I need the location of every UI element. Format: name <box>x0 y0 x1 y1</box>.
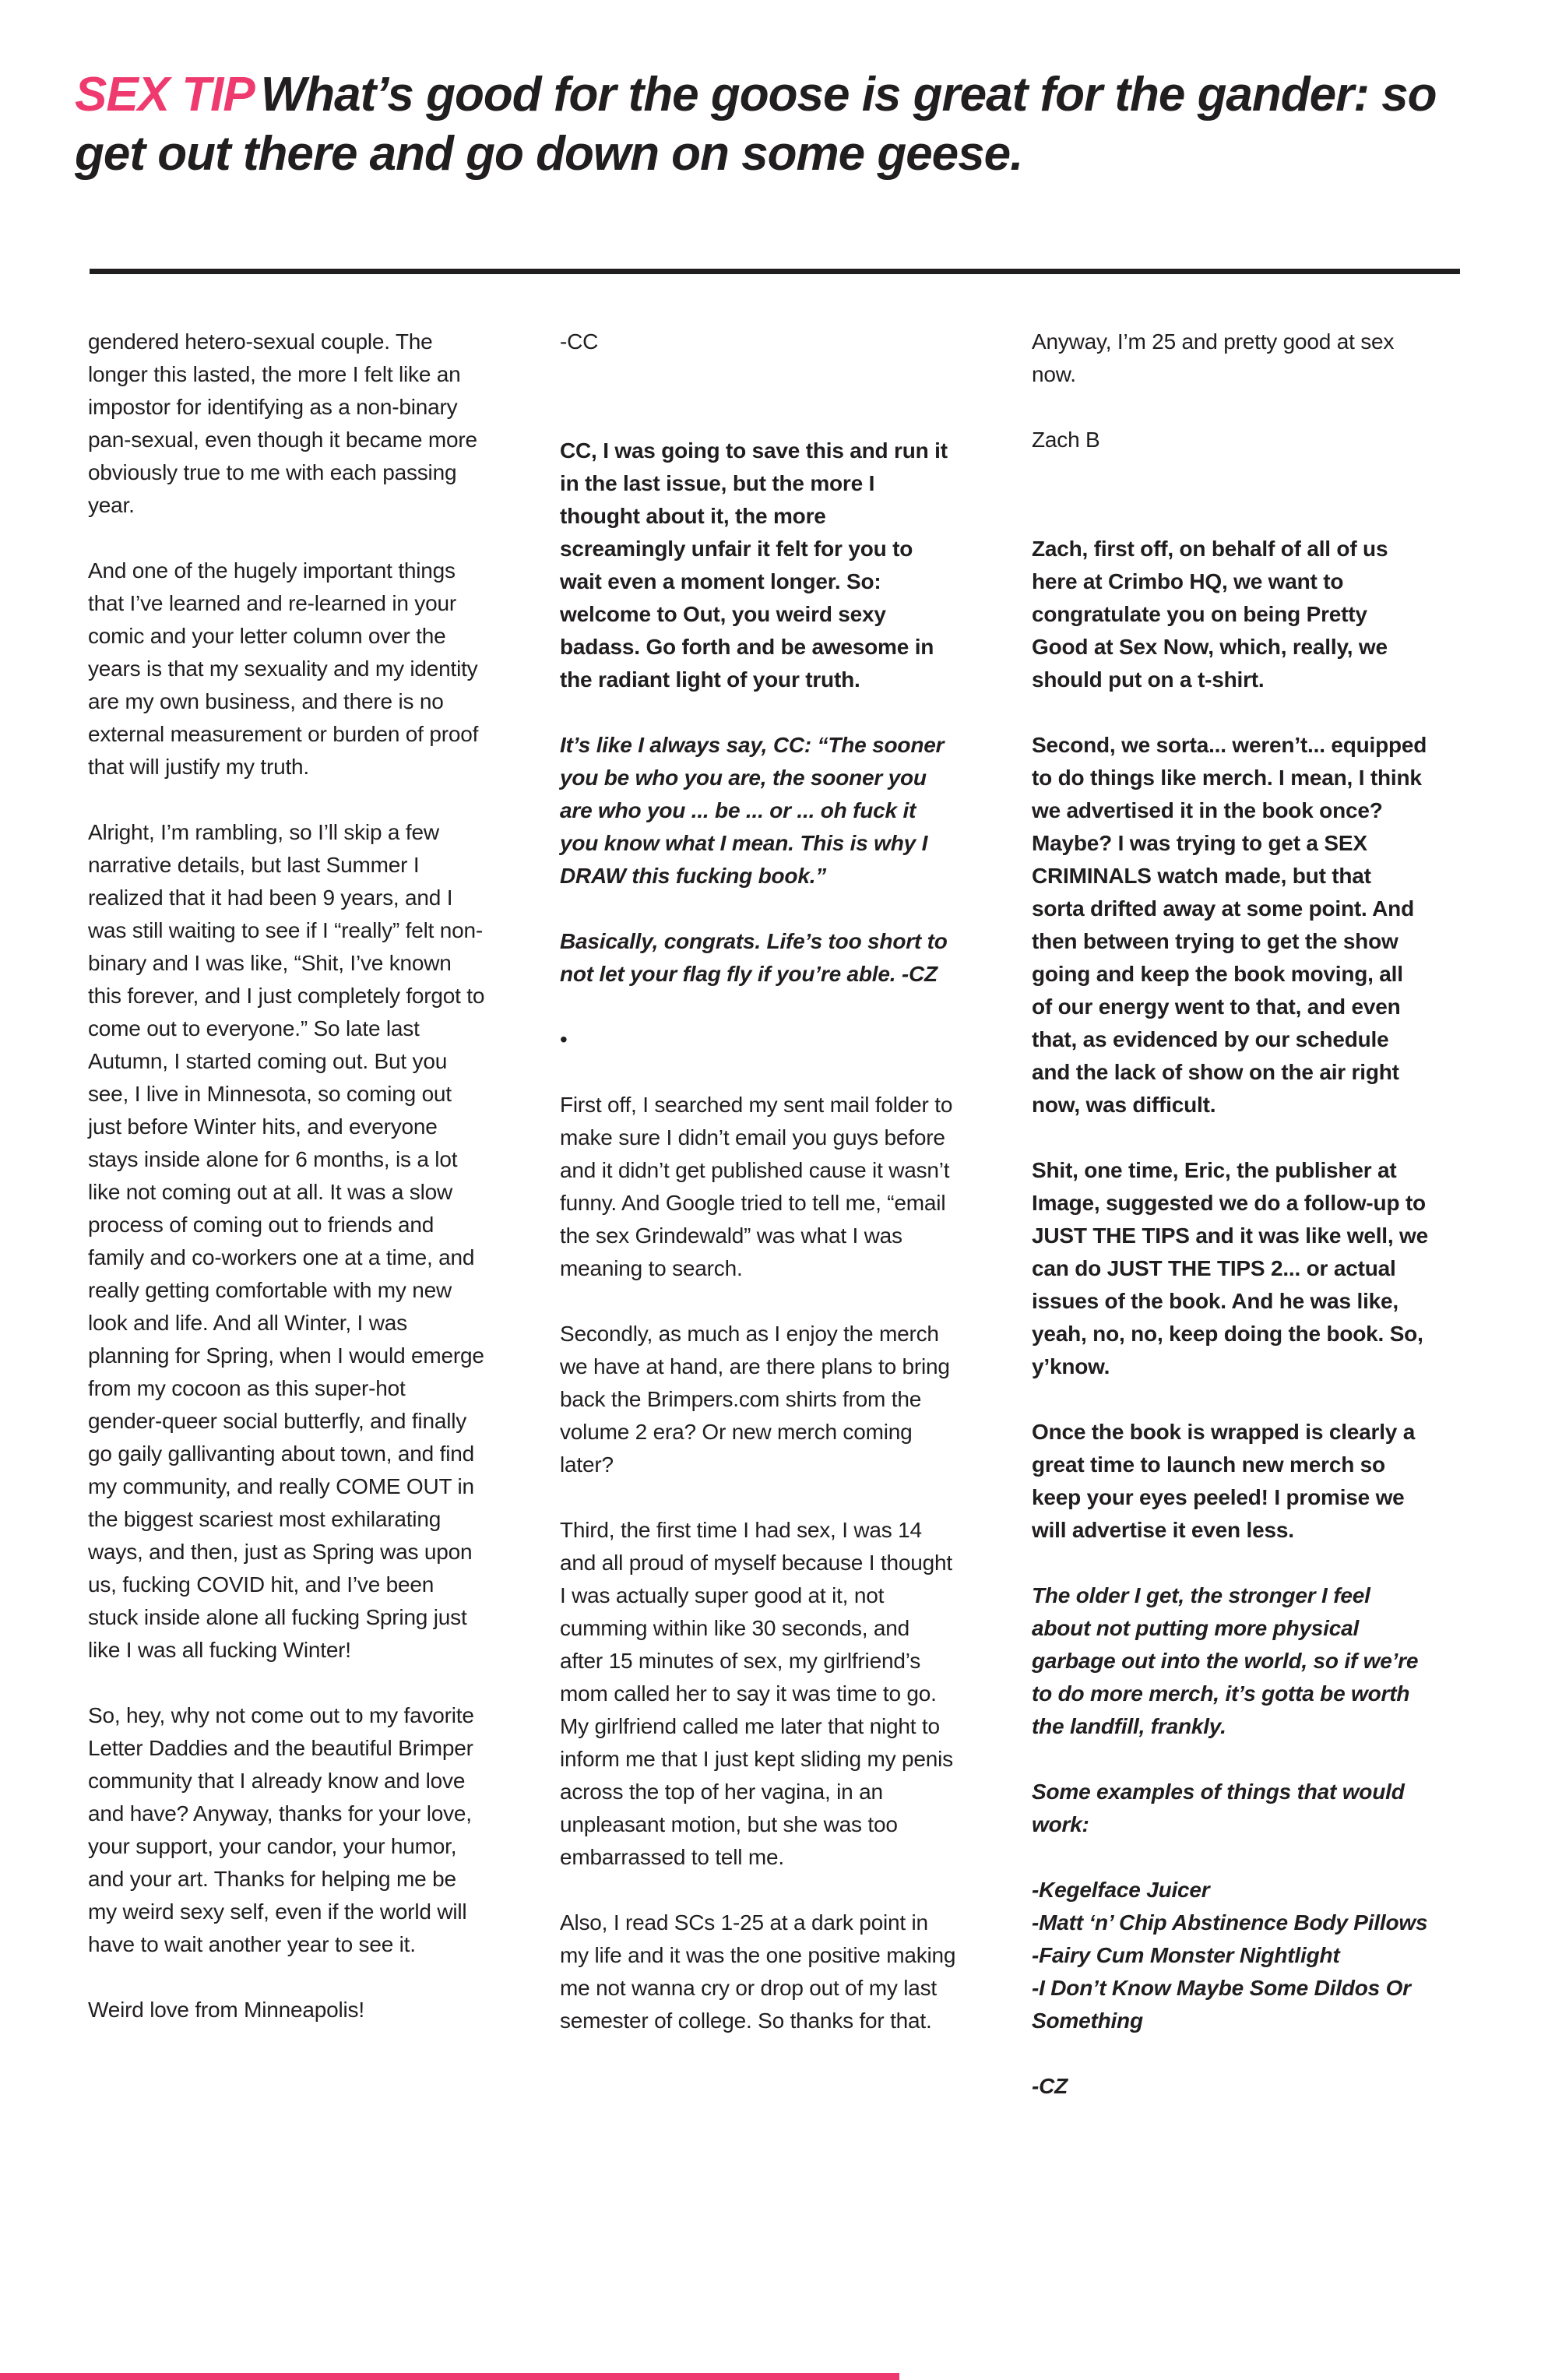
section-bullet: • <box>560 1027 568 1051</box>
column-3 <box>1032 326 1429 2103</box>
column-1 <box>88 326 485 2103</box>
letter-paragraph: Alright, I’m rambling, so I’ll skip a few narrative details, but last Summer I realized that it had been 9 years, and I was still waiting to see if I “really” felt non-binary and I was like, “Shit, I’ve known this forever, and I just completely forgot to come out to everyone.” So late last Autumn, I started coming out. But you see, I live in Minnesota, so coming out just before Winter hits, and everyone stays inside alone for 6 months, is a lot like not coming out at all. It was a slow process of coming out to friends and family and co-workers one at a time, and really getting comfortable with my new look and life. And all Winter, I was planning for Spring, when I would emerge from my cocoon as this super-hot gender-queer social butterfly, and finally go gaily gallivanting about town, and find my community, and really COME OUT in the biggest scariest most exhilarating ways, and then, just as Spring was upon us, fucking COVID hit, and I’ve been stuck inside alone all fucking Spring just like I was all fucking Winter! <box>88 820 485 1662</box>
letter-paragraph: Anyway, I’m 25 and pretty good at sex now. <box>1032 329 1395 386</box>
letter-columns <box>88 326 1429 2103</box>
merch-list-item: -Fairy Cum Monster Nightlight <box>1032 1943 1340 1967</box>
letter-paragraph: Third, the first time I had sex, I was 14 and all proud of myself because I thought I was actually super good at it, not cumming within like 30 seconds, and after 15 minutes of sex, my girlfriend’s mom called her to say it was time to go. My girlfriend called me later that night to inform me that I just kept sliding my penis across the top of her vagina, in an unpleasant motion, but she was too embarrassed to tell me. <box>560 1518 953 1869</box>
letter-paragraph: Also, I read SCs 1-25 at a dark point in my life and it was the one positive making me not wanna cry or drop out of my last semester of college. So thanks for that. <box>560 1910 956 2033</box>
letter-paragraph: And one of the hugely important things that I’ve learned and re-learned in your comic and your letter column over the years is that my sexuality and my identity are my own business, and there is no external measurement or burden of proof that will justify my truth. <box>88 558 479 779</box>
letter-paragraph: First off, I searched my sent mail folder to make sure I didn’t email you guys before and it didn’t get published cause it wasn’t funny. And Google tried to tell me, “email the sex Grindewald” was what I was meaning to search. <box>560 1093 953 1280</box>
letter-signature: -CC <box>560 329 599 354</box>
merch-list-item: -I Don’t Know Maybe Some Dildos Or Something <box>1032 1976 1411 2033</box>
column-2 <box>560 326 957 2103</box>
page-title <box>75 65 1484 184</box>
response-paragraph: It’s like I always say, CC: “The sooner you be who you are, the sooner you are who you ... be ... or ... oh fuck it you know what I mean. This is why I DRAW this fucking book.” <box>560 733 945 888</box>
sex-tip-text: What’s good for the goose is great for the gander: so get out there and go down on some geese. <box>75 68 1437 181</box>
merch-list-item: -Kegelface Juicer <box>1032 1878 1210 1902</box>
response-paragraph: Some examples of things that would work: <box>1032 1780 1405 1836</box>
response-paragraph: Shit, one time, Eric, the publisher at Image, suggested we do a follow-up to JUST THE TIPS and it was like well, we can do JUST THE TIPS 2... or actual issues of the book. And he was like, yeah, no, no, keep doing the book. So, y’know. <box>1032 1158 1428 1378</box>
response-paragraph: Second, we sorta... weren’t... equipped to do things like merch. I mean, I think we advertised it in the book once? Maybe? I was trying to get a SEX CRIMINALS watch made, but that sorta drifted away at some point. And then between trying to get the show going and keep the book moving, all of our energy went to that, and even that, as evidenced by our schedule and the lack of show on the air right now, was difficult. <box>1032 733 1427 1117</box>
page-edge-accent <box>0 2373 899 2380</box>
response-paragraph: Once the book is wrapped is clearly a great time to launch new merch so keep your eyes peeled! I promise we will advertise it even less. <box>1032 1420 1416 1542</box>
letter-paragraph: Secondly, as much as I enjoy the merch we have at hand, are there plans to bring back the Brimpers.com shirts from the volume 2 era? Or new merch coming later? <box>560 1322 950 1477</box>
divider-rule <box>90 269 1460 274</box>
response-paragraph: The older I get, the stronger I feel about not putting more physical garbage out into the world, so if we’re to do more merch, it’s gotta be worth the landfill, frankly. <box>1032 1583 1419 1738</box>
letter-signoff: Weird love from Minneapolis! <box>88 1998 364 2022</box>
response-paragraph: CC, I was going to save this and run it in the last issue, but the more I thought about it, the more screamingly unfair it felt for you to wait even a moment longer. So: welcome to Out, you weird sexy badass. Go forth and be awesome in the radiant light of your truth. <box>560 438 948 692</box>
merch-list-item: -Matt ‘n’ Chip Abstinence Body Pillows <box>1032 1910 1428 1935</box>
letter-signature: Zach B <box>1032 428 1100 452</box>
response-signoff: -CZ <box>1032 2074 1068 2098</box>
letter-paragraph: gendered hetero-sexual couple. The longer this lasted, the more I felt like an impostor for identifying as a non-binary pan-sexual, even though it became more obviously true to me with each passing year. <box>88 329 477 517</box>
response-paragraph: Zach, first off, on behalf of all of us here at Crimbo HQ, we want to congratulate you on being Pretty Good at Sex Now, which, really, we should put on a t-shirt. <box>1032 537 1388 692</box>
response-signoff: Basically, congrats. Life’s too short to not let your flag fly if you’re able. -CZ <box>560 929 948 986</box>
letter-paragraph: So, hey, why not come out to my favorite Letter Daddies and the beautiful Brimper community that I already know and love and have? Anyway, thanks for your love, your support, your candor, your humor, and your art. Thanks for helping me be my weird sexy self, even if the world will have to wait another year to see it. <box>88 1703 474 1956</box>
sex-tip-label: SEX TIP <box>75 68 255 121</box>
